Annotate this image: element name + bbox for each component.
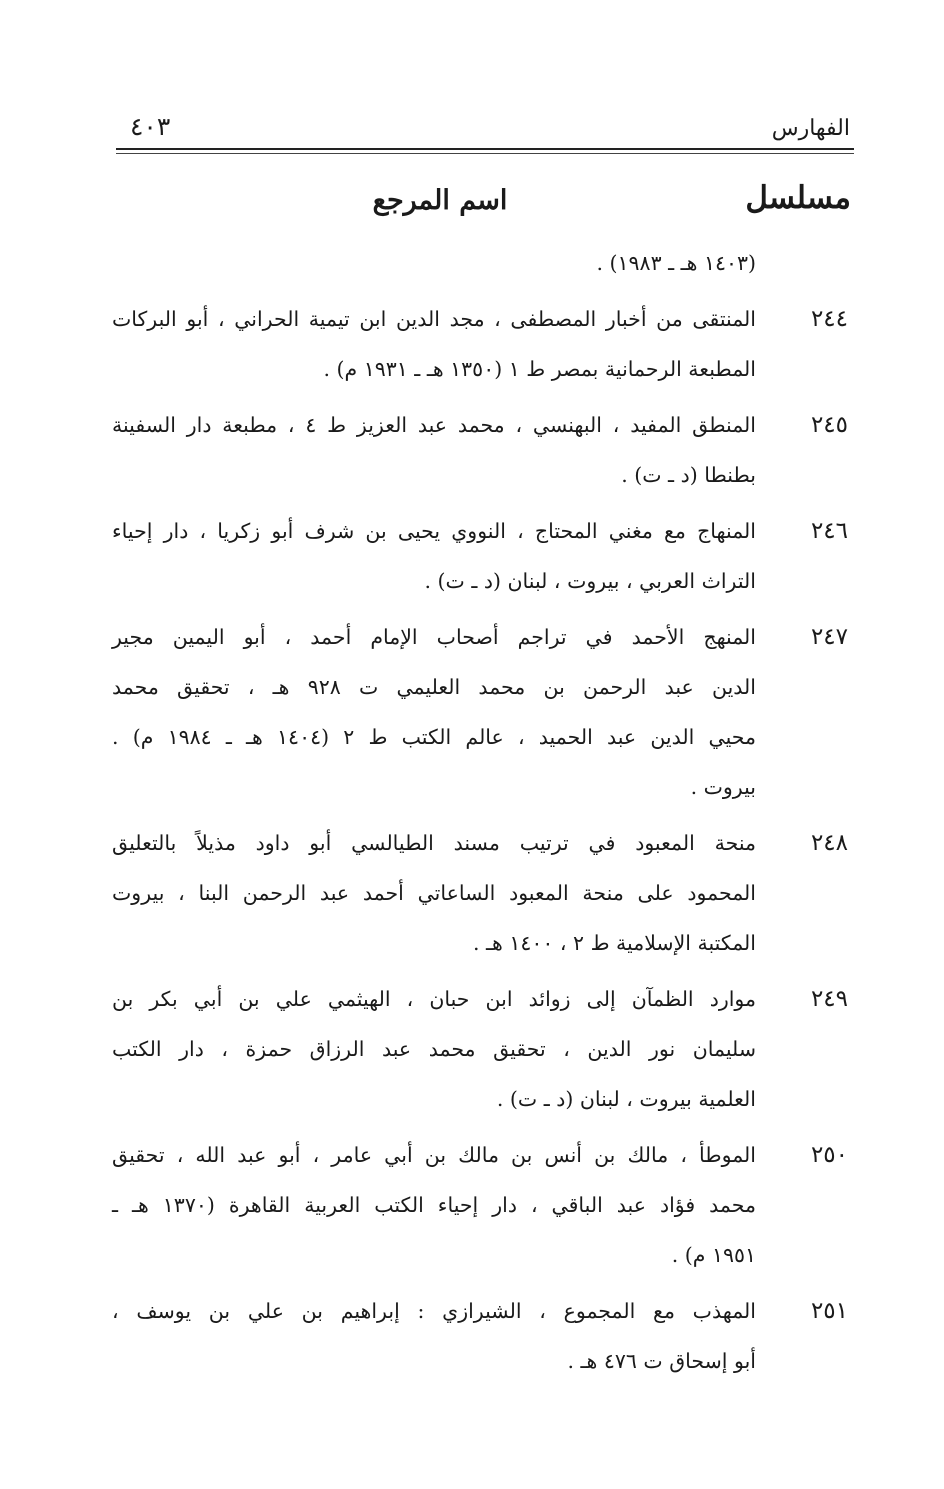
- entry-line: بيروت .: [690, 775, 756, 799]
- entry-serial-number: ٢٤٦: [810, 518, 848, 544]
- entry-line: التراث العربي ، بيروت ، لبنان (د ـ ت) .: [424, 569, 756, 593]
- reference-entry: [112, 974, 848, 1124]
- entry-line: المنهاج مع مغني المحتاج ، النووي يحيى بن شرف أبو زكريا ، دار إحياء: [112, 519, 756, 543]
- entry-line: المكتبة الإسلامية ط ٢ ، ١٤٠٠ هـ .: [472, 931, 756, 955]
- reference-entry: [112, 1286, 848, 1386]
- entry-line: محمد فؤاد عبد الباقي ، دار إحياء الكتب العربية القاهرة (١٣٧٠ هـ ـ: [112, 1193, 756, 1217]
- entry-line: أبو إسحاق ت ٤٧٦ هـ .: [567, 1349, 756, 1373]
- entry-serial-number: ٢٤٥: [810, 412, 848, 438]
- entry-line: سليمان نور الدين ، تحقيق محمد عبد الرزاق حمزة ، دار الكتب: [112, 1037, 756, 1061]
- entry-text: [112, 294, 756, 394]
- entry-line: موارد الظمآن إلى زوائد ابن حبان ، الهيثمي علي بن أبي بكر بن: [112, 987, 756, 1011]
- entry-serial-number: ٢٤٩: [810, 986, 848, 1012]
- header-rule-thin: [116, 153, 854, 154]
- entry-line: (١٤٠٣ هـ ـ ١٩٨٣) .: [596, 251, 756, 275]
- page-number: ٤٠٣: [130, 112, 171, 141]
- entry-serial-number: ٢٤٤: [810, 306, 848, 332]
- entry-text: [112, 818, 756, 968]
- reference-entry: [112, 400, 848, 500]
- reference-entry: [112, 294, 848, 394]
- entry-line: ١٩٥١ م) .: [671, 1243, 756, 1267]
- reference-entry: [112, 818, 848, 968]
- entry-line: المنتقى من أخبار المصطفى ، مجد الدين ابن تيمية الحراني ، أبو البركات: [112, 307, 756, 331]
- entry-line: منحة المعبود في ترتيب مسند الطيالسي أبو داود مذيلاً بالتعليق: [112, 831, 756, 855]
- entry-line: المهذب مع المجموع ، الشيرازي : إبراهيم بن علي بن يوسف ،: [112, 1299, 756, 1323]
- entry-line: المنهج الأحمد في تراجم أصحاب الإمام أحمد ، أبو اليمين مجير: [112, 625, 756, 649]
- references-list: [112, 238, 848, 1392]
- reference-entry: [112, 1130, 848, 1280]
- entry-text: [112, 400, 756, 500]
- serial-column-heading: مسلسل: [745, 180, 851, 216]
- entry-line: العلمية بيروت ، لبنان (د ـ ت) .: [496, 1087, 756, 1111]
- reference-column-heading: اسم المرجع: [372, 185, 508, 216]
- entry-line: المطبعة الرحمانية بمصر ط ١ (١٣٥٠ هـ ـ ١٩٣١ م) .: [323, 357, 756, 381]
- entry-serial-number: ٢٥٠: [810, 1142, 848, 1168]
- running-header-title: الفهارس: [771, 116, 850, 141]
- entry-text: [112, 1286, 756, 1386]
- entry-text: [112, 974, 756, 1124]
- entry-line: محيي الدين عبد الحميد ، عالم الكتب ط ٢ (١٤٠٤ هـ ـ ١٩٨٤ م) .: [112, 725, 757, 749]
- entry-serial-number: ٢٥١: [810, 1298, 848, 1324]
- entry-text: [112, 612, 756, 812]
- reference-entry: [112, 506, 848, 606]
- reference-entry: [112, 238, 848, 288]
- entry-text: [112, 506, 756, 606]
- entry-line: بطنطا (د ـ ت) .: [621, 463, 756, 487]
- entry-text: [112, 238, 756, 288]
- entry-line: المحمود على منحة المعبود الساعاتي أحمد عبد الرحمن البنا ، بيروت: [112, 881, 756, 905]
- entry-serial-number: ٢٤٨: [810, 830, 848, 856]
- reference-entry: [112, 612, 848, 812]
- header-rule: [116, 148, 854, 150]
- entry-serial-number: ٢٤٧: [810, 624, 848, 650]
- entry-text: [112, 1130, 756, 1280]
- entry-line: الدين عبد الرحمن بن محمد العليمي ت ٩٢٨ هـ ، تحقيق محمد: [112, 675, 756, 699]
- entry-line: المنطق المفيد ، البهنسي ، محمد عبد العزيز ط ٤ ، مطبعة دار السفينة: [112, 413, 756, 437]
- entry-line: الموطأ ، مالك بن أنس بن مالك بن أبي عامر ، أبو عبد الله ، تحقيق: [112, 1143, 756, 1167]
